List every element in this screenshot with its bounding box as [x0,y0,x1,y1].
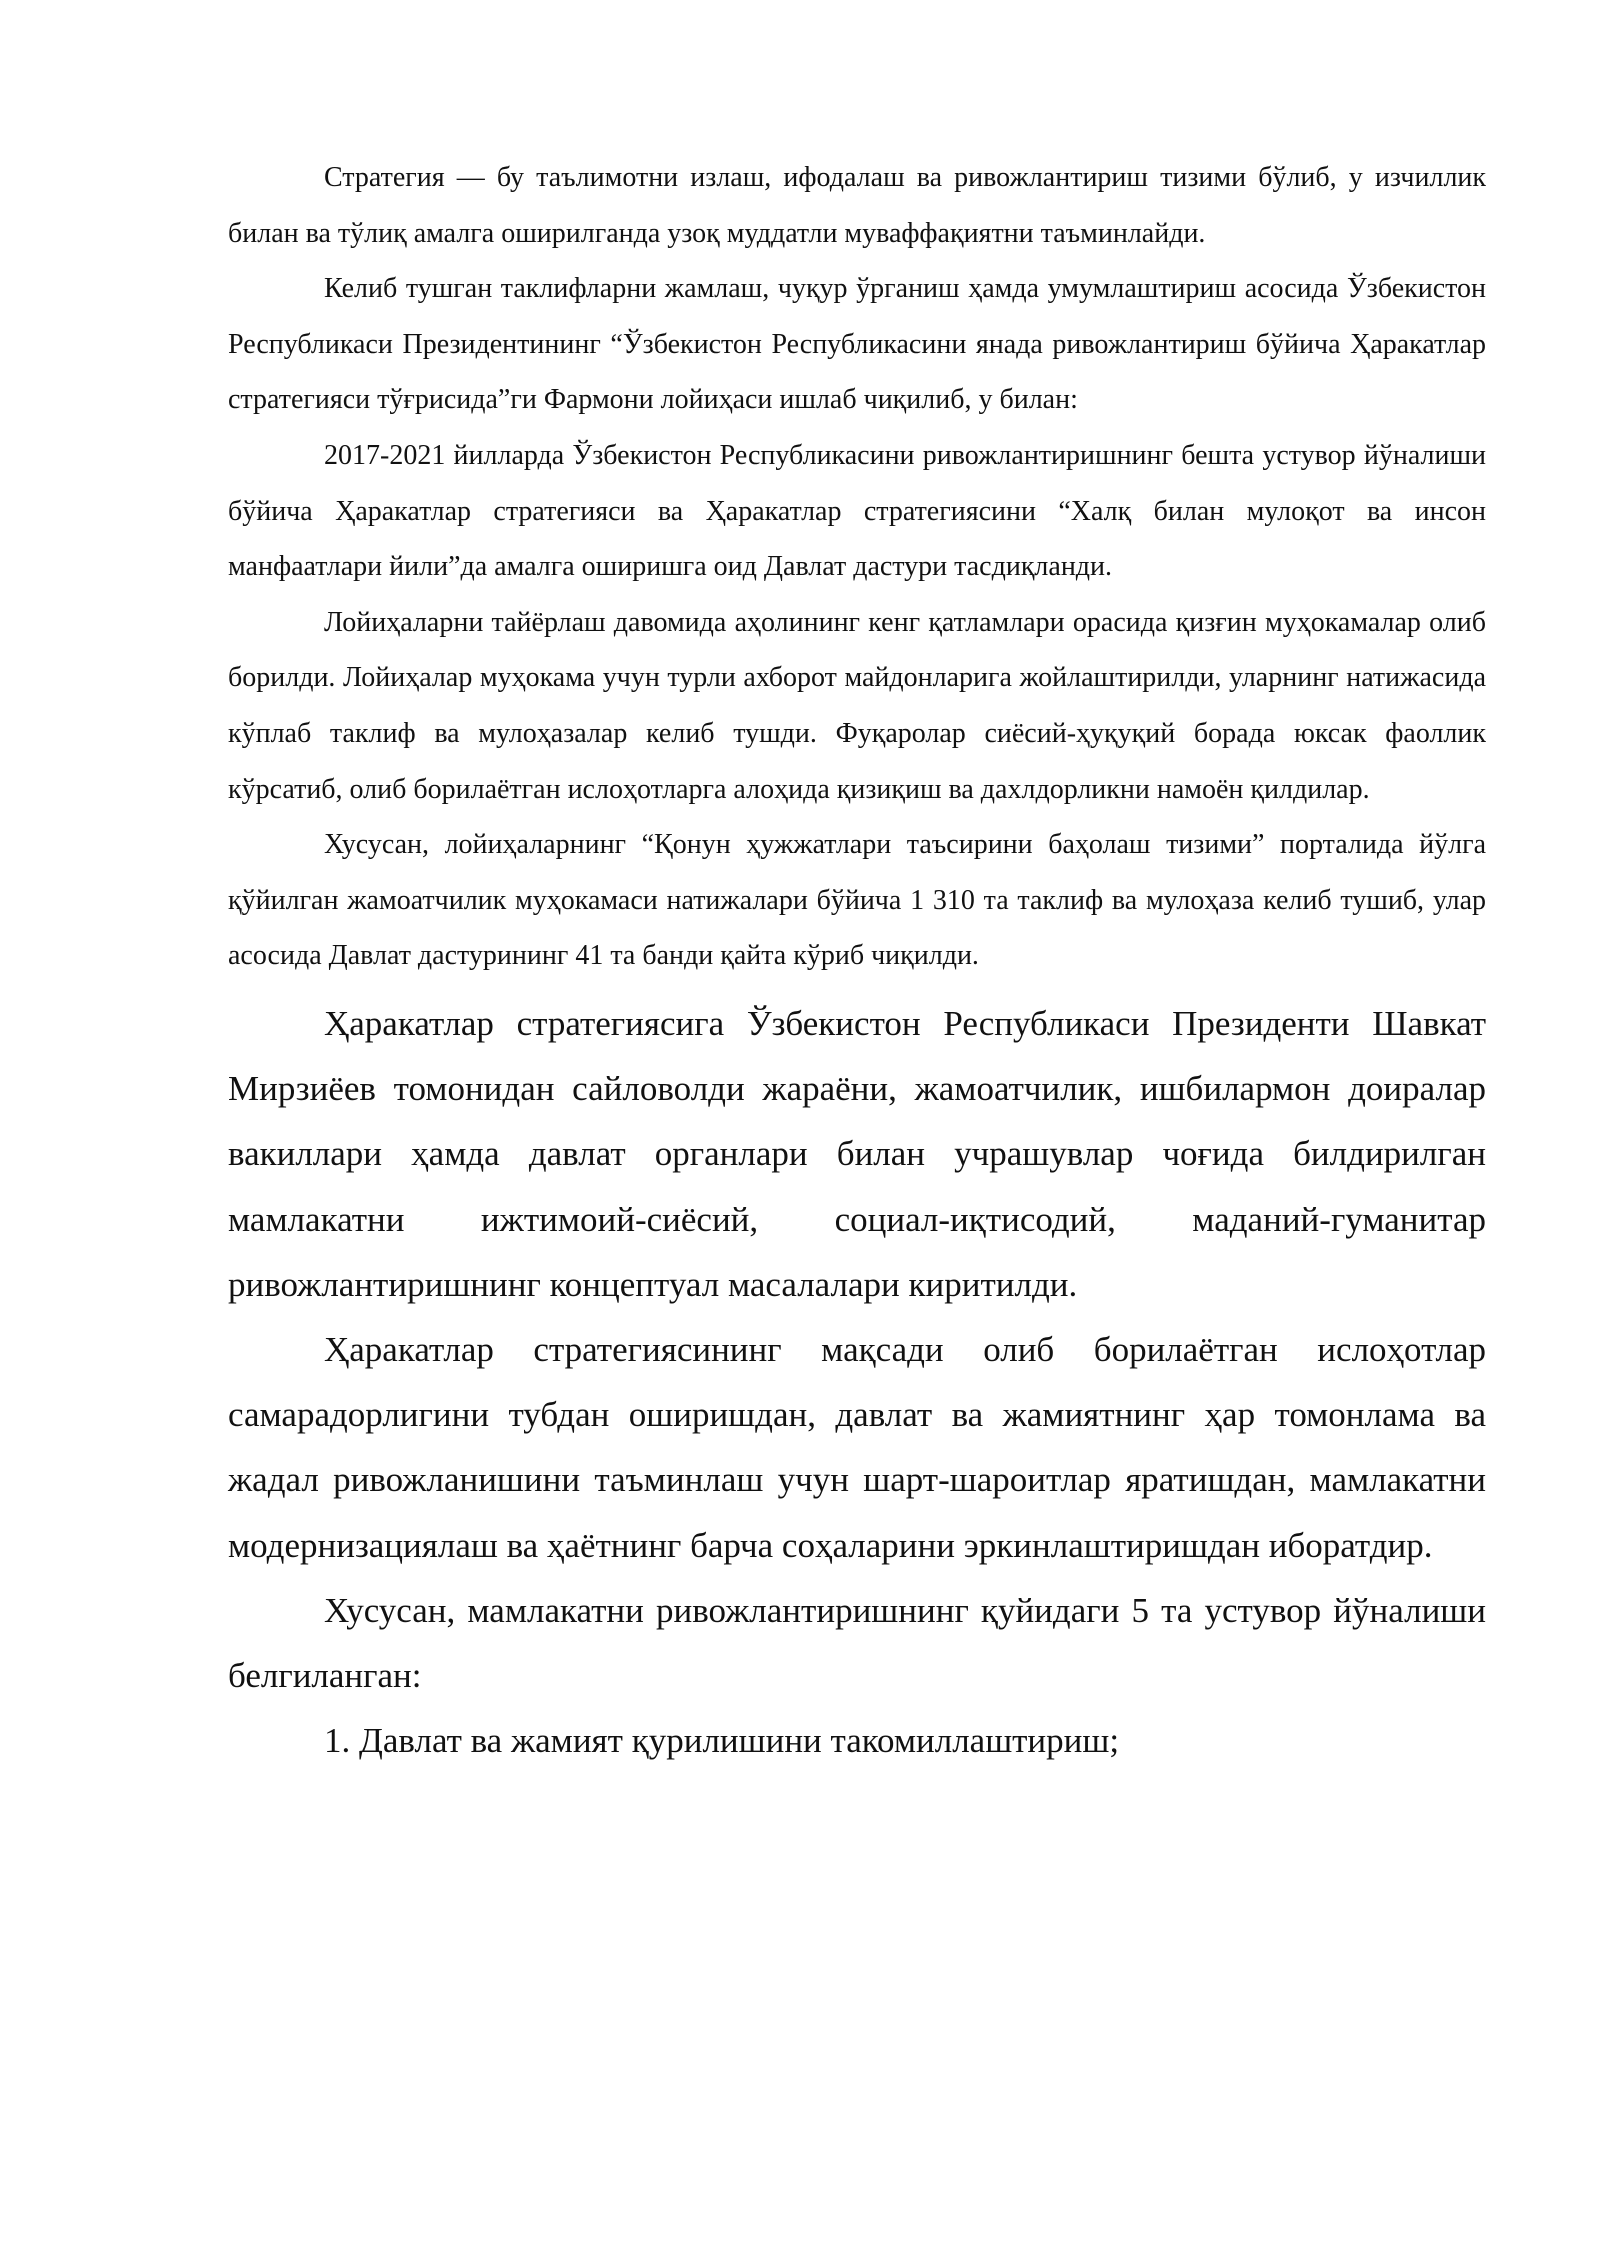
list-item-priority-1: 1. Давлат ва жамият қурилишини такомиллаштириш; [324,1721,1120,1761]
paragraph-strategy-goal: Ҳаракатлар стратегиясининг мақсади олиб борилаётган ислоҳотлар самарадорлигини тубдан оширишдан, давлат ва жамиятнинг ҳар томонлама ва жадал ривожланишини таъминлаш учун шарт-шароитлар яратишдан, мамлакатни модернизациялаш ва ҳаётнинг барча соҳаларини эркинлаштиришдан иборатдир. [228,1329,1486,1565]
paragraph-strategy-definition: Стратегия — бу таълимотни излаш, ифодалаш ва ривожлантириш тизими бўлиб, у изчиллик билан ва тўлиқ амалга оширилганда узоқ муддатли муваффақиятни таъминлайди. [228,162,1486,249]
paragraph-decree-draft: Келиб тушган таклифларни жамлаш, чуқур ўрганиш ҳамда умумлаштириш асосида Ўзбекистон Республикаси Президентининг “Ўзбекистон Республикасини янада ривожлантириш бўйича Ҳаракатлар стратегияси тўғрисида”ги Фармони лойиҳаси ишлаб чиқилиб, у билан: [228,273,1486,416]
paragraph-approved-strategy: 2017-2021 йилларда Ўзбекистон Республикасини ривожлантиришнинг бешта устувор йўналиши бўйича Ҳаракатлар стратегияси ва Ҳаракатлар стратегиясини “Халқ билан мулоқот ва инсон манфаатлари йили”да амалга оширишга оид Давлат дастури тасдиқланди. [228,439,1486,583]
document-body [228,150,1486,1773]
paragraph-public-discussion: Лойиҳаларни тайёрлаш давомида аҳолининг кенг қатламлари орасида қизғин муҳокамалар олиб борилди. Лойиҳалар муҳокама учун турли ахборот майдонларига жойлаштирилди, уларнинг натижасида кўплаб таклиф ва мулоҳазалар келиб тушди. Фуқаролар сиёсий-ҳуқуқий борада юксак фаоллик кўрсатиб, олиб борилаётган ислоҳотларга алоҳида қизиқиш ва дахлдорликни намоён қилдилар. [228,606,1486,805]
paragraph-president-concepts: Ҳаракатлар стратегиясига Ўзбекистон Республикаси Президенти Шавкат Мирзиёев томонидан сайловолди жараёни, жамоатчилик, ишбилармон доиралар вакиллари ҳамда давлат органлари билан учрашувлар чоғида билдирилган мамлакатни ижтимоий-сиёсий, социал-иқтисодий, маданий-гуманитар ривожлантиришнинг концептуал масалалари киритилди. [228,1003,1486,1304]
paragraph-priority-directions: Хусусан, мамлакатни ривожлантиришнинг қуйидаги 5 та устувор йўналиши белгиланган: [228,1590,1486,1695]
paragraph-portal-proposals: Хусусан, лойиҳаларнинг “Қонун ҳужжатлари таъсирини баҳолаш тизими” порталида йўлга қўйилган жамоатчилик муҳокамаси натижалари бўйича 1 310 та таклиф ва мулоҳаза келиб тушиб, улар асосида Давлат дастурининг 41 та банди қайта кўриб чиқилди. [228,829,1486,972]
